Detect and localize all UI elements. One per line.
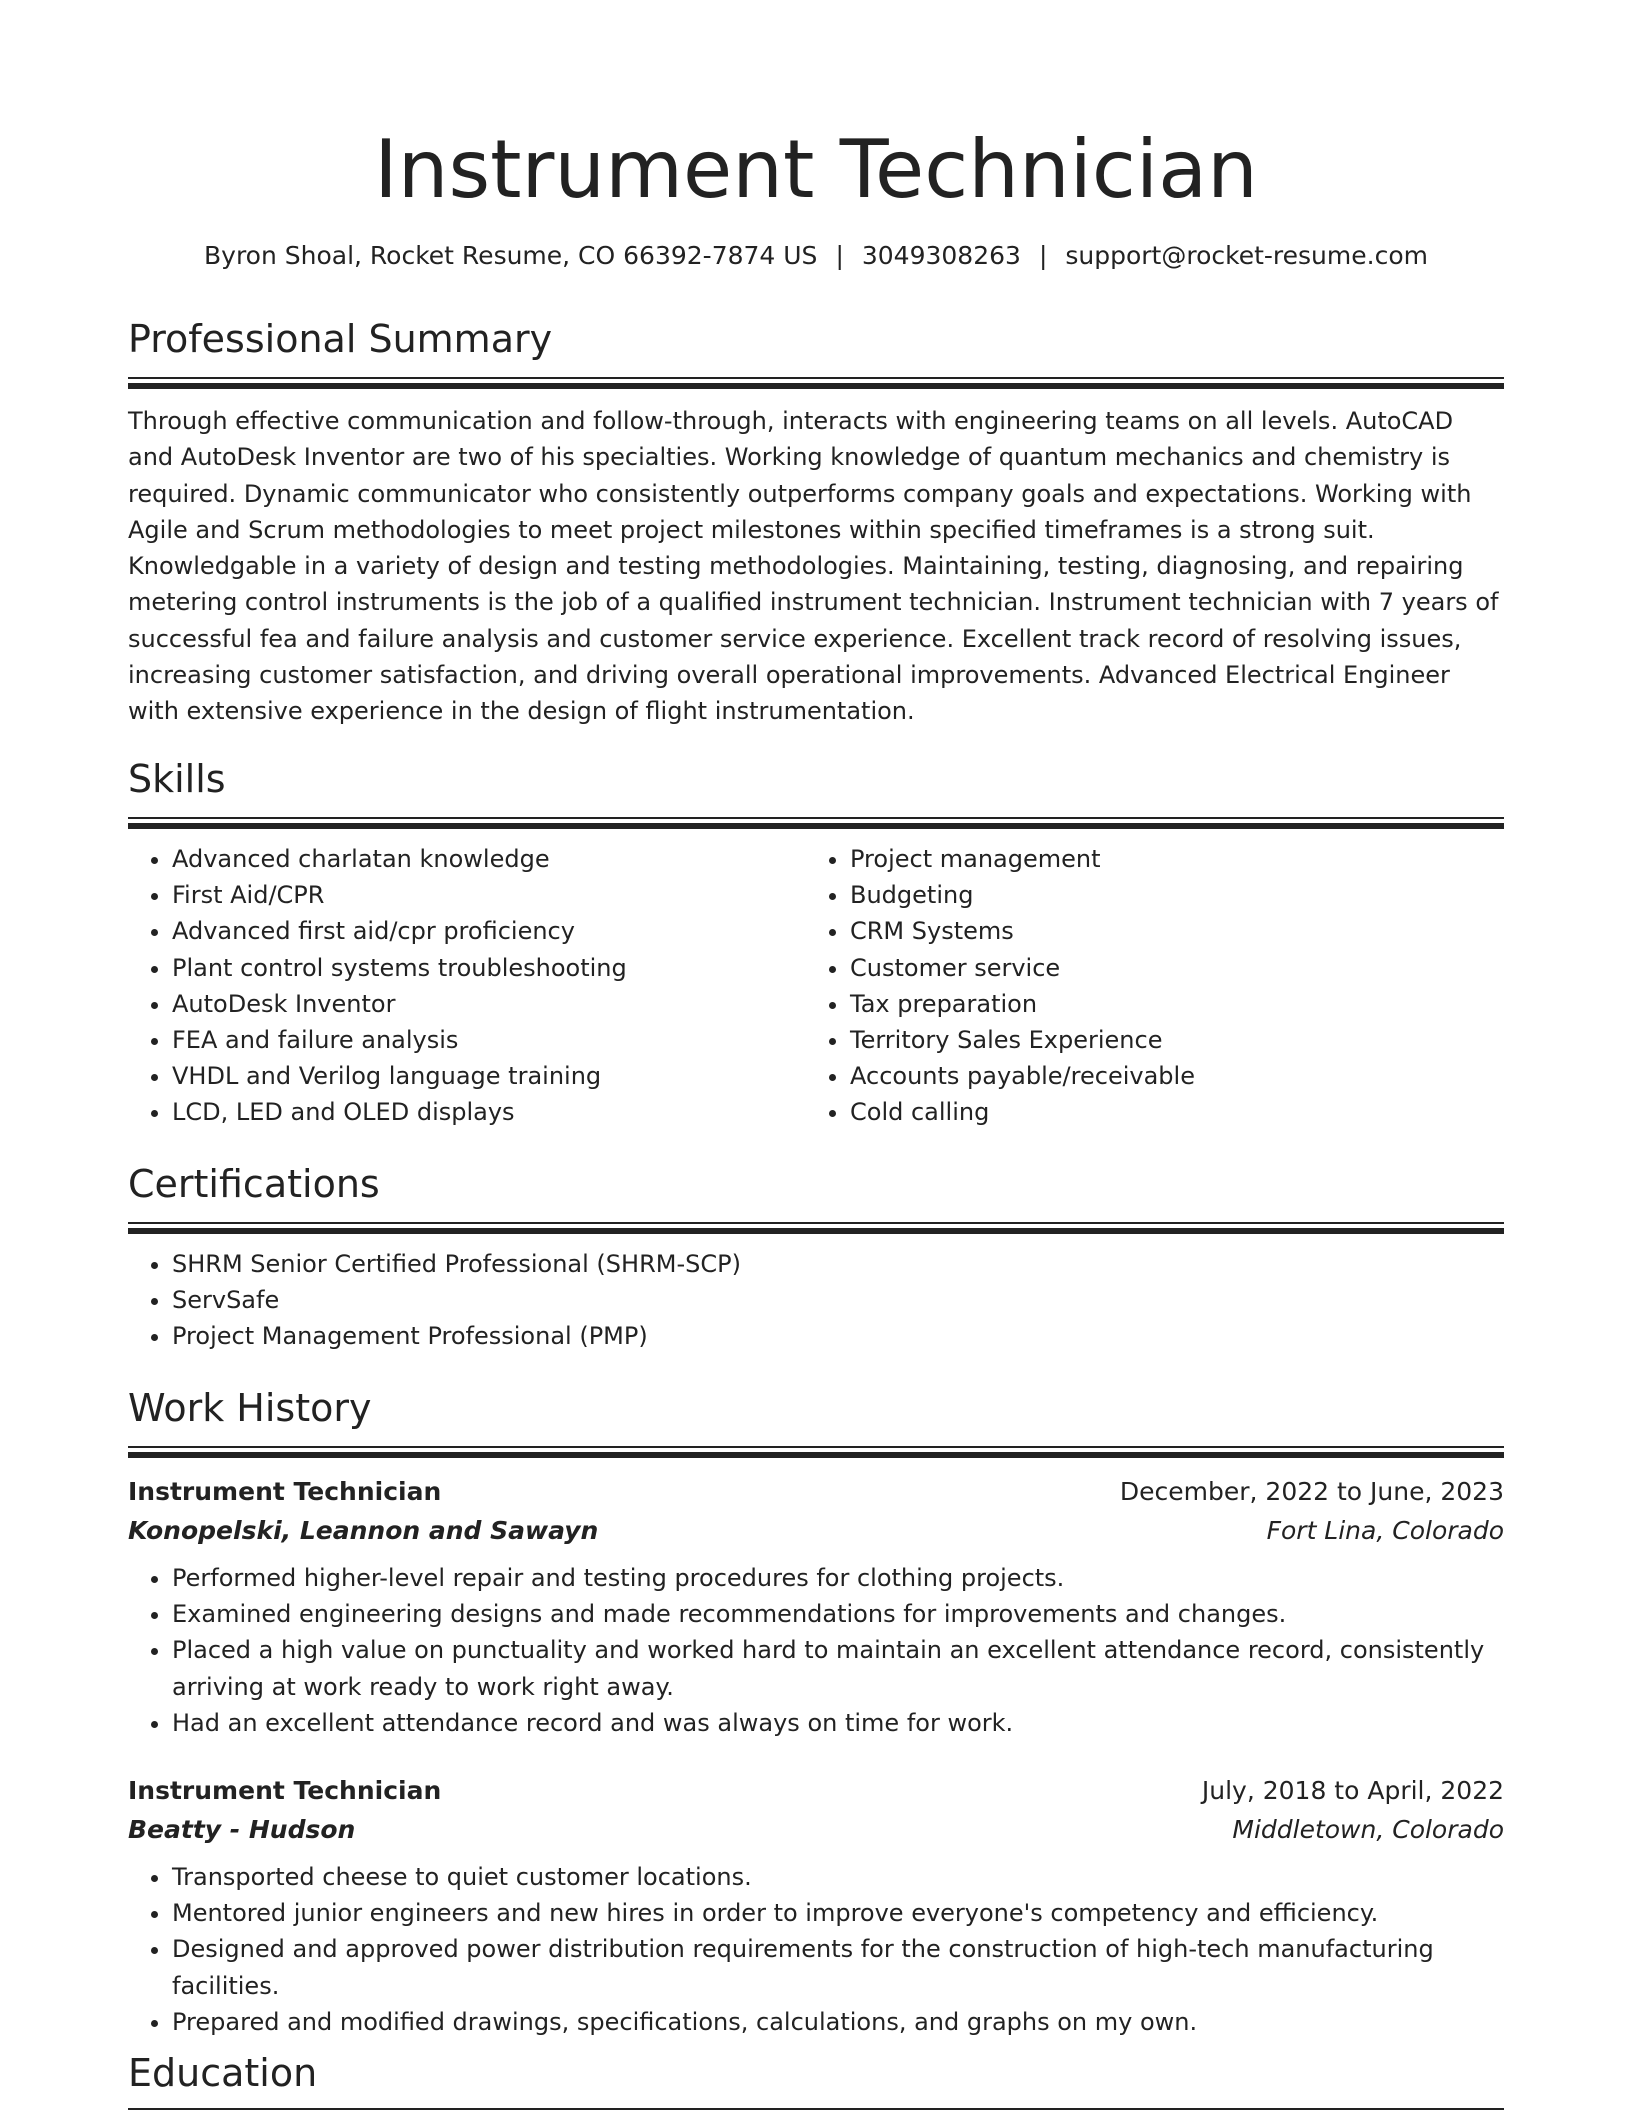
section-divider: [128, 1452, 1504, 1458]
section-divider: [128, 1222, 1504, 1224]
section-title-work-history: Work History: [128, 1386, 372, 1430]
contact-line: [128, 236, 1504, 276]
skills-section: [128, 754, 1504, 1131]
job-header: [128, 1472, 1504, 1512]
job-duty: • Performed higher-level repair and testing procedures for clothing projects.: [172, 1560, 1504, 1596]
certification-item: • Project Management Professional (PMP): [172, 1318, 1504, 1354]
certifications-section: [128, 1159, 1504, 1355]
job-duty: • Examined engineering designs and made recommendations for improvements and changes.: [172, 1596, 1504, 1632]
section-divider: [128, 377, 1504, 379]
skills-list-left: [128, 841, 806, 1131]
job-duty: • Transported cheese to quiet customer locations.: [172, 1859, 1504, 1895]
section-divider: [128, 1446, 1504, 1448]
section-title-skills: Skills: [128, 757, 226, 801]
skill-item: • Advanced first aid/cpr proficiency: [172, 913, 806, 949]
job-duty: • Placed a high value on punctuality and worked hard to maintain an excellent attendance record, consistently arriving at work ready to work right away.: [172, 1632, 1504, 1704]
skill-item: • Territory Sales Experience: [850, 1022, 1484, 1058]
skill-item: • Tax preparation: [850, 986, 1484, 1022]
job-duty: • Prepared and modified drawings, specifications, calculations, and graphs on my own.: [172, 2004, 1504, 2040]
skills-list-right: [806, 841, 1484, 1131]
job-title: Instrument Technician: [128, 1477, 442, 1506]
job-duty: • Had an excellent attendance record and was always on time for work.: [172, 1705, 1504, 1741]
contact-phone: 3049308263: [861, 241, 1021, 270]
skill-item: • Accounts payable/receivable: [850, 1058, 1484, 1094]
job-header: [128, 1771, 1504, 1811]
job-subheader: [128, 1512, 1504, 1550]
job-dates: December, 2022 to June, 2023: [1119, 1477, 1504, 1506]
job-duty: • Mentored junior engineers and new hires in order to improve everyone's competency and efficiency.: [172, 1895, 1504, 1931]
certification-item: • ServSafe: [172, 1282, 1504, 1318]
contact-separator: |: [835, 241, 844, 270]
skill-item: • Project management: [850, 841, 1484, 877]
skill-item: • LCD, LED and OLED displays: [172, 1094, 806, 1130]
job-location: Fort Lina, Colorado: [1266, 1516, 1504, 1545]
education-section: [128, 2048, 1504, 2110]
skill-item: • VHDL and Verilog language training: [172, 1058, 806, 1094]
skill-item: • Cold calling: [850, 1094, 1484, 1130]
work-history-section: [128, 1383, 1504, 2040]
resume-title: Instrument Technician: [374, 123, 1258, 216]
contact-separator: |: [1038, 241, 1048, 270]
job-duties-list: [128, 1560, 1504, 1741]
certification-item: • SHRM Senior Certified Professional (SHRM-SCP): [172, 1246, 1504, 1282]
skill-item: • FEA and failure analysis: [172, 1022, 806, 1058]
skill-item: • CRM Systems: [850, 913, 1484, 949]
section-title-education: Education: [128, 2051, 318, 2095]
job-duties-list: [128, 1859, 1504, 2040]
contact-email: support@rocket-resume.com: [1065, 241, 1428, 270]
job-dates: July, 2018 to April, 2022: [1201, 1776, 1504, 1806]
job-company: Konopelski, Leannon and Sawayn: [128, 1516, 599, 1545]
job-entry: [128, 1771, 1504, 2040]
skill-item: • First Aid/CPR: [172, 877, 806, 913]
section-title-summary: Professional Summary: [128, 317, 553, 361]
job-title: Instrument Technician: [128, 1776, 442, 1806]
job-company: Beatty - Hudson: [128, 1815, 356, 1845]
job-duty: • Designed and approved power distribution requirements for the construction of high-tech manufacturing facilities.: [172, 1931, 1504, 2003]
skill-item: • Advanced charlatan knowledge: [172, 841, 806, 877]
skill-item: • Plant control systems troubleshooting: [172, 950, 806, 986]
certifications-list: [128, 1246, 1504, 1355]
job-subheader: [128, 1811, 1504, 1849]
skill-item: • Customer service: [850, 950, 1484, 986]
section-divider: [128, 817, 1504, 819]
skill-item: • AutoDesk Inventor: [172, 986, 806, 1022]
contact-address: Byron Shoal, Rocket Resume, CO 66392-7874 US: [204, 241, 818, 270]
skills-columns: [128, 829, 1504, 1131]
section-divider: [128, 383, 1504, 389]
skill-item: • Budgeting: [850, 877, 1484, 913]
section-divider: [128, 1228, 1504, 1234]
resume-page: [128, 0, 1504, 2112]
summary-text: Through effective communication and follow-through, interacts with engineering teams on all levels. AutoCAD and AutoDesk Inventor are two of his specialties. Working knowledge of quantum mechanics and chemistry is required. Dynamic communicator who consistently outperforms company goals and expectations. Working with Agile and Scrum methodologies to meet project milestones within specified timeframes is a strong suit. Knowledgable in a variety of design and testing methodologies. Maintaining, testing, diagnosing, and repairing metering control instruments is the job of a qualified instrument technician. Instrument technician with 7 years of successful fea and failure analysis and customer service experience. Excellent track record of resolving issues, increasing customer satisfaction, and driving overall operational improvements. Advanced Electrical Engineer with extensive experience in the design of flight instrumentation.: [128, 407, 1499, 726]
job-entry: [128, 1472, 1504, 1741]
summary-section: [128, 314, 1504, 730]
job-location: Middletown, Colorado: [1232, 1815, 1504, 1845]
section-divider: [128, 2108, 1504, 2110]
section-title-certifications: Certifications: [128, 1162, 380, 1206]
